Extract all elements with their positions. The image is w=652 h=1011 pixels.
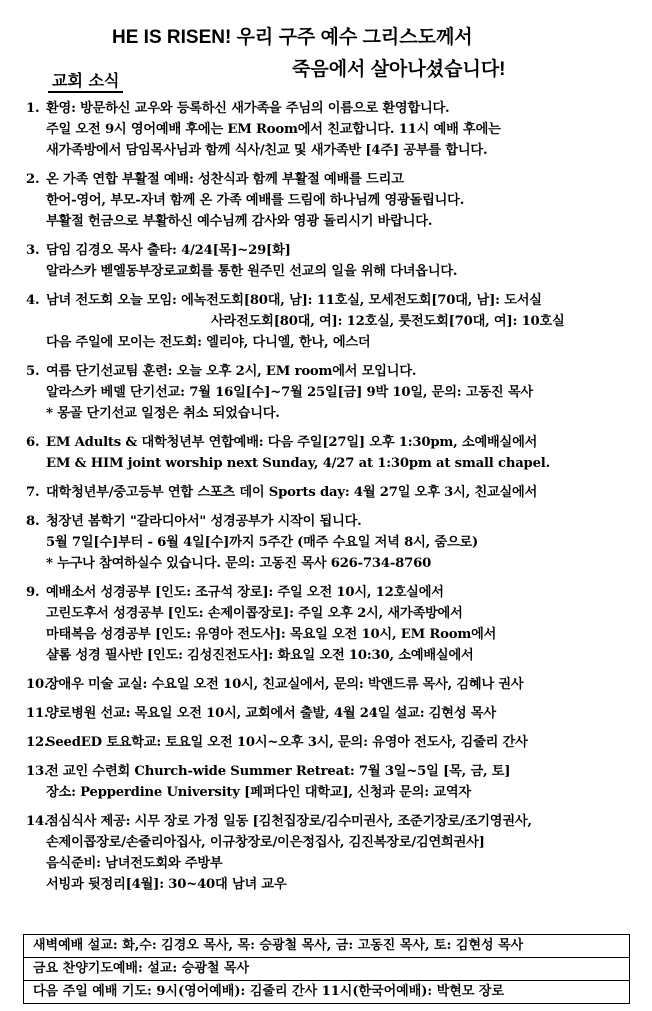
item-line: 5월 7일[수]부터 - 6월 4일[수]까지 5주간 (매주 수요일 저녁 8시, 줌으로) (46, 535, 479, 550)
announcement-item (0, 811, 652, 895)
item-line: 음식준비: 남녀전도회와 주방부 (46, 856, 223, 871)
announcement-item (0, 432, 652, 474)
item-number: 13. (26, 764, 49, 779)
item-line: 다음 주일에 모이는 전도회: 엘리야, 다니엘, 한나, 에스더 (46, 335, 371, 350)
announcement-item (0, 511, 652, 574)
item-number: 7. (26, 485, 40, 500)
item-line: 알라스카 베델 단기선교: 7월 16일[수]~7월 25일[금] 9박 10일, 문의: 고동진 목사 (46, 385, 533, 400)
announcement-item (0, 361, 652, 424)
announcement-item (0, 732, 652, 753)
item-number: 4. (26, 293, 40, 308)
item-line: 온 가족 연합 부활절 예배: 성찬식과 함께 부활절 예배를 드리고 (46, 172, 404, 187)
item-line: EM & HIM joint worship next Sunday, 4/27 at 1:30pm at small chapel. (46, 456, 550, 471)
headline-line-1: HE IS RISEN! 우리 구주 예수 그리스도께서 (112, 27, 473, 48)
item-number: 11. (26, 706, 49, 721)
footer-next-sunday-prayer: 다음 주일 예배 기도: 9시(영어예배): 김줄리 간사 11시(한국어예배): 박현모 장로 (33, 984, 505, 999)
item-line: 고린도후서 성경공부 [인도: 손제이콥장로]: 주일 오후 2시, 새가족방에서 (46, 606, 463, 621)
announcement-item (0, 582, 652, 666)
item-line: * 누구나 참여하실수 있습니다. 문의: 고동진 목사 626-734-8760 (46, 556, 432, 571)
headline-line-2: 죽음에서 살아나셨습니다! (292, 59, 506, 80)
item-number: 8. (26, 514, 40, 529)
announcement-item (0, 98, 652, 161)
item-line: 양로병원 선교: 목요일 오전 10시, 교회에서 출발, 4월 24일 설교: 김현성 목사 (46, 706, 496, 721)
footer-dawn-service: 새벽예배 설교: 화,수: 김경오 목사, 목: 승광철 목사, 금: 고동진 목사, 토: 김현성 목사 (24, 935, 629, 958)
announcement-item (0, 482, 652, 503)
item-line: 서빙과 뒷정리[4월]: 30~40대 남녀 교우 (46, 877, 287, 892)
item-line: 한어-영어, 부모-자녀 함께 온 가족 예배를 드림에 하나님께 영광돌립니다. (46, 193, 465, 208)
item-line: SeedED 토요학교: 토요일 오전 10시~오후 3시, 문의: 유영아 전도사, 김줄리 간사 (46, 735, 528, 750)
announcement-item (0, 290, 652, 353)
item-line: 대학청년부/중고등부 연합 스포츠 데이 Sports day: 4월 27일 오후 3시, 친교실에서 (46, 485, 538, 500)
item-line: 사라전도회[80대, 여]: 12호실, 룻전도회[70대, 여]: 10호실 (211, 314, 565, 329)
item-line: 남녀 전도회 오늘 모임: 에녹전도회[80대, 남]: 11호실, 모세전도회[70대, 남]: 도서실 (46, 293, 542, 308)
announcement-item (0, 703, 652, 724)
item-line: 손제이콥장로/손줄리아집사, 이규창장로/이은정집사, 김진복장로/김연희권사] (46, 835, 485, 850)
item-line: 마태복음 성경공부 [인도: 유영아 전도사]: 목요일 오전 10시, EM Room에서 (46, 627, 497, 642)
footer-box (23, 934, 630, 1004)
item-line: 새가족방에서 담임목사님과 함께 식사/친교 및 새가족반 [4주] 공부를 합니다. (46, 143, 488, 158)
item-line: 청장년 봄학기 "갈라디아서" 성경공부가 시작이 됩니다. (46, 514, 362, 529)
item-line: 주일 오전 9시 영어예배 후에는 EM Room에서 친교합니다. 11시 예배 후에는 (46, 122, 501, 137)
announcement-list (0, 98, 652, 895)
section-label-church-news: 교회 소식 (48, 72, 123, 93)
item-line: 부활절 헌금으로 부활하신 예수님께 감사와 영광 돌리시기 바랍니다. (46, 214, 433, 229)
item-line: EM Adults & 대학청년부 연합예배: 다음 주일[27일] 오후 1:30pm, 소예배실에서 (46, 435, 538, 450)
announcement-item (0, 240, 652, 282)
item-line: 장애우 미술 교실: 수요일 오전 10시, 친교실에서, 문의: 박앤드류 목사, 김혜나 권사 (46, 677, 524, 692)
item-number: 5. (26, 364, 40, 379)
item-line: 샬롬 성경 필사반 [인도: 김성진전도사]: 화요일 오전 10:30, 소예배실에서 (46, 648, 474, 663)
announcement-item (0, 674, 652, 695)
footer-friday-service: 금요 찬양기도예배: 설교: 승광철 목사 (24, 958, 629, 981)
item-line: * 몽골 단기선교 일정은 취소 되었습니다. (46, 406, 280, 421)
item-line: 전 교인 수련회 Church-wide Summer Retreat: 7월 3일~5일 [목, 금, 토] (46, 764, 511, 779)
item-number: 9. (26, 585, 40, 600)
item-number: 6. (26, 435, 40, 450)
item-line: 장소: Pepperdine University [페퍼다인 대학교], 신청과 문의: 교역자 (46, 785, 471, 800)
announcement-item (0, 169, 652, 232)
item-number: 12. (26, 735, 49, 750)
item-line: 예배소서 성경공부 [인도: 조규석 장로]: 주일 오전 10시, 12호실에서 (46, 585, 444, 600)
item-number: 3. (26, 243, 40, 258)
item-line: 환영: 방문하신 교우와 등록하신 새가족을 주님의 이름으로 환영합니다. (46, 101, 450, 116)
item-number: 10. (26, 677, 49, 692)
announcement-item (0, 761, 652, 803)
item-number: 1. (26, 101, 40, 116)
item-line: 알라스카 벧엘동부장로교회를 통한 원주민 선교의 일을 위해 다녀옵니다. (46, 264, 458, 279)
item-number: 2. (26, 172, 40, 187)
item-number: 14. (26, 814, 49, 829)
item-line: 점심식사 제공: 시무 장로 가정 일동 [김천집장로/김수미권사, 조준기장로/조기영권사, (46, 814, 532, 829)
item-line: 담임 김경오 목사 출타: 4/24[목]~29[화] (46, 243, 291, 258)
item-line: 여름 단기선교팀 훈련: 오늘 오후 2시, EM room에서 모입니다. (46, 364, 417, 379)
